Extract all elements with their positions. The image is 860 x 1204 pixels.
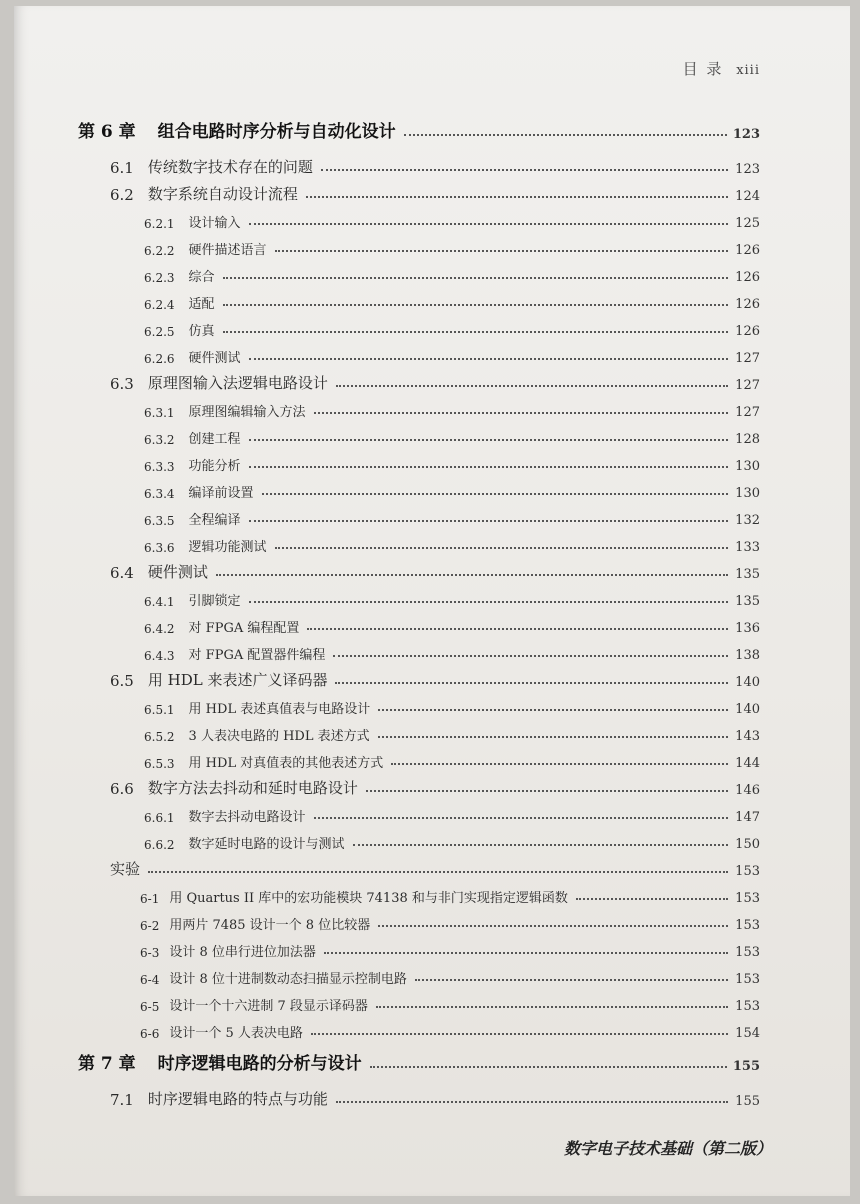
dot-leader xyxy=(314,816,728,819)
toc-entry-title: 设计输入 xyxy=(188,216,241,231)
toc-entry-number: 6.5.2 xyxy=(144,730,175,744)
dot-leader xyxy=(249,438,728,441)
header-label: 目 录 xyxy=(682,60,724,78)
toc-entry-title: 3 人表决电路的 HDL 表述方式 xyxy=(188,729,370,744)
toc-entry-page: 143 xyxy=(735,729,760,744)
toc-entry-title: 设计一个十六进制 7 段显示译码器 xyxy=(169,999,368,1014)
toc-entry-page: 133 xyxy=(735,540,760,555)
toc-entry-page: 150 xyxy=(735,837,760,852)
toc-entry xyxy=(110,664,760,690)
toc-entry-page: 126 xyxy=(735,297,760,312)
book-page xyxy=(14,6,850,1196)
toc-entry-number: 6.2.4 xyxy=(144,298,175,312)
toc-entry-number: 6.3.2 xyxy=(144,433,175,447)
toc-entry-number: 6.6 xyxy=(110,780,134,798)
toc-entry-number: 6.2.3 xyxy=(144,271,175,285)
toc-entry-page: 136 xyxy=(735,621,760,636)
toc-entry-number: 6-1 xyxy=(140,892,160,906)
dot-leader xyxy=(415,978,728,981)
toc-entry-title: 对 FPGA 配置器件编程 xyxy=(188,648,326,663)
dot-leader xyxy=(378,735,728,738)
toc-entry-page: 130 xyxy=(735,486,760,501)
toc-entry-number: 6-4 xyxy=(140,973,160,987)
toc-entry xyxy=(140,880,760,906)
toc-entry-number: 6.4 xyxy=(110,564,134,582)
toc-entry xyxy=(144,745,760,771)
toc-entry-title: 用 HDL 来表述广义译码器 xyxy=(147,671,328,689)
toc-entry-number: 6-6 xyxy=(140,1027,160,1041)
toc-entry xyxy=(144,313,760,339)
dot-leader xyxy=(223,330,728,333)
toc-entry-number: 6.3.3 xyxy=(144,460,175,474)
toc-entry-page: 140 xyxy=(735,702,760,717)
toc-entry xyxy=(144,259,760,285)
toc-entry-number: 6.3.5 xyxy=(144,514,175,528)
header-page-number: xiii xyxy=(736,63,760,78)
dot-leader xyxy=(223,276,728,279)
toc-entry-page: 128 xyxy=(735,432,760,447)
toc-entry-page: 155 xyxy=(735,1094,760,1109)
toc-entry-title: 原理图输入法逻辑电路设计 xyxy=(147,374,328,392)
dot-leader xyxy=(311,1032,728,1035)
toc-entry-title: 逻辑功能测试 xyxy=(188,540,267,555)
toc-entry xyxy=(140,988,760,1014)
dot-leader xyxy=(333,654,728,657)
toc-entry xyxy=(144,394,760,420)
toc-entry-title: 编译前设置 xyxy=(188,486,254,501)
toc-entry xyxy=(110,772,760,798)
toc-entry-page: 138 xyxy=(735,648,760,663)
toc-entry xyxy=(144,232,760,258)
toc-entry-title: 组合电路时序分析与自动化设计 xyxy=(157,122,396,142)
toc-entry-title: 用 Quartus II 库中的宏功能模块 74138 和与非门实现指定逻辑函数 xyxy=(169,891,568,906)
dot-leader xyxy=(378,924,728,927)
dot-leader xyxy=(249,600,728,603)
toc-entry-number: 第 7 章 xyxy=(78,1054,136,1074)
dot-leader xyxy=(353,843,728,846)
toc-entry-page: 124 xyxy=(735,189,760,204)
toc-entry xyxy=(78,116,760,142)
toc-entry-page: 153 xyxy=(735,891,760,906)
book-title-footer: 数字电子技术基础（第二版） xyxy=(563,1139,772,1158)
toc-entry-title: 综合 xyxy=(188,270,215,285)
toc-entry-number: 6-3 xyxy=(140,946,160,960)
toc-entry-title: 数字方法去抖动和延时电路设计 xyxy=(147,779,358,797)
toc-entry xyxy=(144,610,760,636)
dot-leader xyxy=(306,195,728,198)
toc-entry-page: 123 xyxy=(732,127,760,142)
toc-entry-number: 6.4.3 xyxy=(144,649,175,663)
toc-entry-number: 6.5 xyxy=(110,672,134,690)
toc-entry xyxy=(144,826,760,852)
toc-entry xyxy=(144,637,760,663)
toc-entry-page: 127 xyxy=(735,405,760,420)
dot-leader xyxy=(335,681,728,684)
toc-entry-page: 154 xyxy=(735,1026,760,1041)
page-header xyxy=(683,58,760,79)
toc-entry-page: 147 xyxy=(735,810,760,825)
toc-entry-title: 硬件描述语言 xyxy=(188,243,267,258)
toc-entry-number: 6.3.6 xyxy=(144,541,175,555)
dot-leader xyxy=(148,870,728,873)
toc-entry xyxy=(110,178,760,204)
toc-entry-title: 时序逻辑电路的特点与功能 xyxy=(147,1090,328,1108)
toc-entry-title: 适配 xyxy=(188,297,215,312)
dot-leader xyxy=(275,249,728,252)
toc-entry-title: 硬件测试 xyxy=(147,563,208,581)
toc-entry xyxy=(110,556,760,582)
toc-entry-title: 引脚锁定 xyxy=(188,594,241,609)
toc-entry-number: 6.2.2 xyxy=(144,244,175,258)
toc-entry-number: 6.6.2 xyxy=(144,838,175,852)
toc-entry-page: 123 xyxy=(735,162,760,177)
dot-leader xyxy=(249,222,728,225)
dot-leader xyxy=(370,1065,727,1068)
toc-entry-number: 第 6 章 xyxy=(78,122,136,142)
dot-leader xyxy=(314,411,728,414)
toc-entry-page: 135 xyxy=(735,567,760,582)
toc-entry-title: 数字去抖动电路设计 xyxy=(188,810,306,825)
toc-entry-number: 6.2.5 xyxy=(144,325,175,339)
toc-entry-page: 153 xyxy=(735,972,760,987)
toc-entry xyxy=(144,502,760,528)
toc-entry-page: 153 xyxy=(735,918,760,933)
dot-leader xyxy=(391,762,728,765)
toc-entry-number: 6.3 xyxy=(110,375,134,393)
toc-entry-title: 传统数字技术存在的问题 xyxy=(147,158,313,176)
toc-entry xyxy=(110,853,760,879)
dot-leader xyxy=(223,303,728,306)
toc-entry-page: 155 xyxy=(732,1059,760,1074)
toc-entry-title: 数字延时电路的设计与测试 xyxy=(188,837,345,852)
toc-entry-number: 6.5.3 xyxy=(144,757,175,771)
toc-entry-number: 6.1 xyxy=(110,159,134,177)
toc-entry-number: 6.6.1 xyxy=(144,811,175,825)
toc-entry xyxy=(144,340,760,366)
toc-entry xyxy=(144,448,760,474)
toc-entry-title: 时序逻辑电路的分析与设计 xyxy=(157,1054,362,1074)
toc-entry xyxy=(144,286,760,312)
dot-leader xyxy=(249,465,728,468)
dot-leader xyxy=(376,1005,728,1008)
toc-entry-title: 用 HDL 对真值表的其他表述方式 xyxy=(188,756,384,771)
dot-leader xyxy=(336,384,728,387)
toc-entry-number: 6.5.1 xyxy=(144,703,175,717)
toc-entry-title: 仿真 xyxy=(188,324,215,339)
toc-entry-title: 用 HDL 表述真值表与电路设计 xyxy=(188,702,371,717)
toc-entry-page: 130 xyxy=(735,459,760,474)
toc-entry-page: 126 xyxy=(735,243,760,258)
toc-entry-title: 实验 xyxy=(110,860,141,878)
toc-entry-title: 原理图编辑输入方法 xyxy=(188,405,306,420)
toc-entry-title: 硬件测试 xyxy=(188,351,241,366)
dot-leader xyxy=(275,546,728,549)
toc-entry-number: 6-2 xyxy=(140,919,160,933)
toc-entry-number: 6.2 xyxy=(110,186,134,204)
dot-leader xyxy=(366,789,728,792)
toc-entry xyxy=(144,691,760,717)
dot-leader xyxy=(378,708,728,711)
toc-entry xyxy=(144,799,760,825)
toc-entry-number: 6.4.1 xyxy=(144,595,175,609)
toc-entry-title: 用两片 7485 设计一个 8 位比较器 xyxy=(169,918,371,933)
toc-entry xyxy=(110,1083,760,1109)
toc-entry-title: 功能分析 xyxy=(188,459,241,474)
toc-entry-number: 6-5 xyxy=(140,1000,160,1014)
toc-entry-title: 对 FPGA 编程配置 xyxy=(188,621,300,636)
toc-entry-title: 创建工程 xyxy=(188,432,241,447)
toc-entry-title: 设计 8 位串行进位加法器 xyxy=(169,945,316,960)
dot-leader xyxy=(576,897,728,900)
toc-entry-title: 设计 8 位十进制数动态扫描显示控制电路 xyxy=(169,972,407,987)
toc-entry xyxy=(144,583,760,609)
toc-entry-title: 数字系统自动设计流程 xyxy=(147,185,298,203)
toc-entry xyxy=(144,475,760,501)
toc-entry-number: 6.4.2 xyxy=(144,622,175,636)
toc-entry-number: 6.3.1 xyxy=(144,406,175,420)
dot-leader xyxy=(336,1100,728,1103)
toc-entry-page: 127 xyxy=(735,351,760,366)
dot-leader xyxy=(404,133,727,136)
dot-leader xyxy=(321,168,728,171)
toc-entry xyxy=(140,934,760,960)
toc-entry-page: 132 xyxy=(735,513,760,528)
dot-leader xyxy=(307,627,728,630)
toc-entry-page: 153 xyxy=(735,864,760,879)
toc-entry-page: 126 xyxy=(735,324,760,339)
toc-entry xyxy=(140,1015,760,1041)
toc-entry-page: 146 xyxy=(735,783,760,798)
toc-entry-title: 全程编译 xyxy=(188,513,241,528)
dot-leader xyxy=(249,357,728,360)
toc-entry-page: 153 xyxy=(735,945,760,960)
dot-leader xyxy=(262,492,728,495)
toc-entry-title: 设计一个 5 人表决电路 xyxy=(169,1026,303,1041)
toc-entry xyxy=(144,421,760,447)
toc-entry xyxy=(144,205,760,231)
toc-entry xyxy=(144,529,760,555)
toc-entry xyxy=(110,367,760,393)
toc-entry xyxy=(140,907,760,933)
toc-entry-number: 6.2.1 xyxy=(144,217,175,231)
toc-entry-number: 6.2.6 xyxy=(144,352,175,366)
toc-entry-page: 144 xyxy=(735,756,760,771)
toc-entry-page: 127 xyxy=(735,378,760,393)
dot-leader xyxy=(324,951,728,954)
toc-entry-page: 135 xyxy=(735,594,760,609)
toc-entry-page: 140 xyxy=(735,675,760,690)
toc-entry xyxy=(110,151,760,177)
dot-leader xyxy=(249,519,728,522)
toc-entry-number: 7.1 xyxy=(110,1091,134,1109)
toc-entry xyxy=(78,1048,760,1074)
toc-entry-page: 153 xyxy=(735,999,760,1014)
toc-entry-page: 125 xyxy=(735,216,760,231)
toc-entry-number: 6.3.4 xyxy=(144,487,175,501)
dot-leader xyxy=(216,573,728,576)
toc-entry xyxy=(144,718,760,744)
toc-entry-page: 126 xyxy=(735,270,760,285)
toc-entry xyxy=(140,961,760,987)
